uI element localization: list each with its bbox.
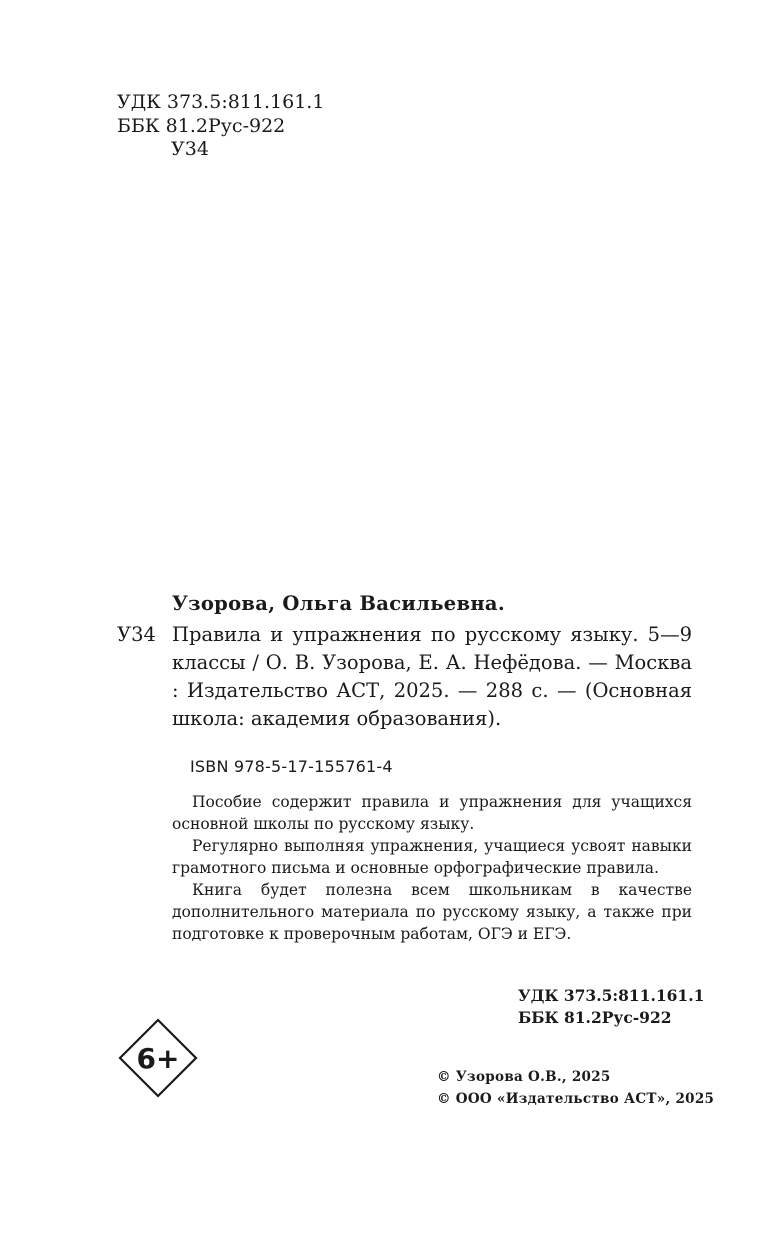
- cutter-mark: У34: [117, 623, 156, 646]
- footer-classification-codes: [518, 985, 704, 1029]
- copyright-line: © ООО «Издательство АСТ», 2025: [437, 1091, 715, 1107]
- udk-code: УДК 373.5:811.161.1: [117, 91, 325, 113]
- annotation-paragraph: Книга будет полезна всем школьникам в качестве дополнительного материала по русскому языку, а также при подготовке к проверочным работам, ОГЭ и ЕГЭ.: [172, 881, 692, 943]
- annotation-paragraph: Регулярно выполняя упражнения, учащиеся усвоят навыки грамотного письма и основные орфографические правила.: [172, 837, 692, 877]
- bbk-code: ББК 81.2Рус-922: [518, 1008, 672, 1027]
- copyright-block: [437, 1066, 714, 1110]
- cutter-code: У34: [171, 138, 209, 160]
- header-classification-codes: [117, 91, 324, 162]
- bbk-code: ББК 81.2Рус-922: [117, 114, 286, 137]
- udk-code: УДК 373.5:811.161.1: [518, 986, 705, 1005]
- age-rating-label: 6+: [136, 1042, 180, 1075]
- isbn: ISBN 978-5-17-155761-4: [190, 757, 393, 776]
- copyright-line: © Узорова О.В., 2025: [437, 1069, 611, 1085]
- author-heading: Узорова, Ольга Васильевна.: [172, 592, 505, 615]
- annotation-paragraph: Пособие содержит правила и упражнения для учащихся основной школы по русскому языку.: [172, 793, 692, 833]
- age-rating-badge: [118, 1018, 198, 1098]
- annotation: [172, 791, 692, 945]
- bibliographic-description: Правила и упражнения по русскому языку. 5—9 классы / О. В. Узорова, Е. А. Нефёдова. — Москва : Издательство АСТ, 2025. — 288 с. — (Основная школа: академия образования).: [172, 623, 692, 730]
